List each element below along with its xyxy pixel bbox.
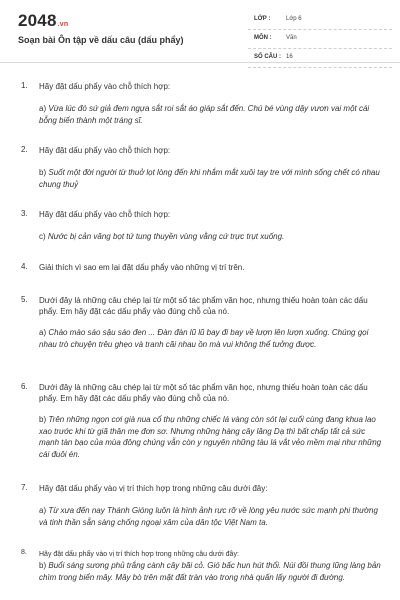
question-sentence <box>39 414 384 460</box>
meta-row-subject <box>248 33 392 49</box>
question-prompt: Hãy đặt dấu phẩy vào chỗ thích hợp: <box>39 210 171 219</box>
question-prompt: Hãy đặt dấu phẩy vào vị trí thích hợp trong những câu dưới đây: <box>39 484 268 493</box>
question-number: 6. <box>21 382 28 391</box>
question-number: 4. <box>21 262 28 271</box>
sentence-text: Nước bị cản văng bọt tứ tung thuyền vùng vằng cứ trực trụt xuống. <box>47 232 285 241</box>
meta-label: SỐ CÂU : <box>254 54 281 60</box>
question-prompt: Dưới đây là những câu chép lại từ một số tác phẩm văn học, nhưng thiếu hoàn toàn các dấu phẩy. Em hãy đặt các dấu phẩy vào đúng chỗ của nó. <box>39 296 368 316</box>
sentence-text: Từ xưa đến nay Thánh Gióng luôn là hình ảnh rực rỡ về lòng yêu nước sức mạnh phi thường và tinh thần sẵn sàng chống ngoại xâm của dân tộc Việt Nam ta. <box>39 506 378 527</box>
question-sentence <box>39 231 384 243</box>
question-prompt: Dưới đây là những câu chép lại từ một số tác phẩm văn học, nhưng thiếu hoàn toàn các dấu phẩy. Em hãy đặt các dấu phẩy vào đúng chỗ của nó. <box>39 383 368 403</box>
meta-value: 16 <box>286 54 293 60</box>
question-number: 2. <box>21 145 28 154</box>
question-number: 5. <box>21 295 28 304</box>
question-number: 1. <box>21 81 28 90</box>
meta-label: MÔN : <box>254 35 272 41</box>
question-sentence <box>39 505 384 528</box>
meta-label: LỚP : <box>254 16 271 22</box>
brand-suffix: .vn <box>57 21 69 28</box>
meta-row-question-count <box>248 52 392 68</box>
meta-value: Văn <box>286 35 297 41</box>
document-header <box>0 0 400 63</box>
sentence-label: a) <box>39 506 47 515</box>
sentence-label: a) <box>39 328 47 337</box>
sentence-label: b) <box>39 561 47 570</box>
question-prompt: Hãy đặt dấu phẩy vào chỗ thích hợp: <box>39 82 171 91</box>
document-meta <box>248 14 392 71</box>
meta-row-grade <box>248 14 392 30</box>
sentence-label: b) <box>39 168 47 177</box>
sentence-text: Buổi sáng sương phủ trắng cành cây bãi cỏ. Gió bấc hun hút thổi. Núi đồi thung lũng làng bản chìm trong biển mây. Mây bò trên mặt đất tràn vào trong nhà quấn lấy người đi đường. <box>39 561 381 582</box>
question-sentence <box>39 103 384 126</box>
document-title: Soạn bài Ôn tập về dấu câu (dấu phẩy) <box>18 35 184 45</box>
sentence-text: Vừa lúc đó sứ giả đem ngựa sắt roi sắt áo giáp sắt đến. Chú bé vùng dậy vươn vai một cái bỗng biến thành một tráng sĩ. <box>39 104 370 125</box>
question-number: 3. <box>21 209 28 218</box>
sentence-label: a) <box>39 104 47 113</box>
question-sentence <box>39 560 384 583</box>
question-number: 8. <box>21 549 27 556</box>
question-prompt: Hãy đặt dấu phẩy vào vị trí thích hợp trong những câu dưới đây: <box>39 551 239 558</box>
sentence-text: Trên những ngọn cơi già nua cổ thụ những chiếc lá vàng còn sót lại cuối cùng đang khua lao xao trước khi từ giã thân mẹ đơn sơ. Nhưng những hàng cây lăng Dạ thì bất chấp tất cả sức mạnh tàn bạo của mùa đông chúng vẫn còn y nguyên những tàu lá vắt vẻo mềm mại như những cái đuôi én. <box>39 415 382 459</box>
brand-name: 2048 <box>18 11 57 30</box>
question-sentence <box>39 327 384 350</box>
question-prompt: Hãy đặt dấu phẩy vào chỗ thích hợp: <box>39 146 171 155</box>
sentence-label: c) <box>39 232 46 241</box>
sentence-label: b) <box>39 415 47 424</box>
sentence-text: Chào mào sáo sậu sáo đen ... Đàn đàn lũ lũ bay đi bay về lượn lên lượn xuống. Chúng gọi nhau trò chuyện trêu ghẹo và tranh cãi nhau ồn mà vui không thể tưởng được. <box>39 328 369 349</box>
question-sentence <box>39 167 384 190</box>
site-logo[interactable] <box>18 11 68 31</box>
question-number: 7. <box>21 483 28 492</box>
sentence-text: Suốt một đời người từ thuở lọt lòng đến khi nhắm mắt xuôi tay tre với mình sống chết có nhau chung thuỷ <box>39 168 380 189</box>
meta-value: Lớp 6 <box>286 16 302 22</box>
question-prompt: Giải thích vì sao em lại đặt dấu phẩy vào những vị trí trên. <box>39 263 245 272</box>
